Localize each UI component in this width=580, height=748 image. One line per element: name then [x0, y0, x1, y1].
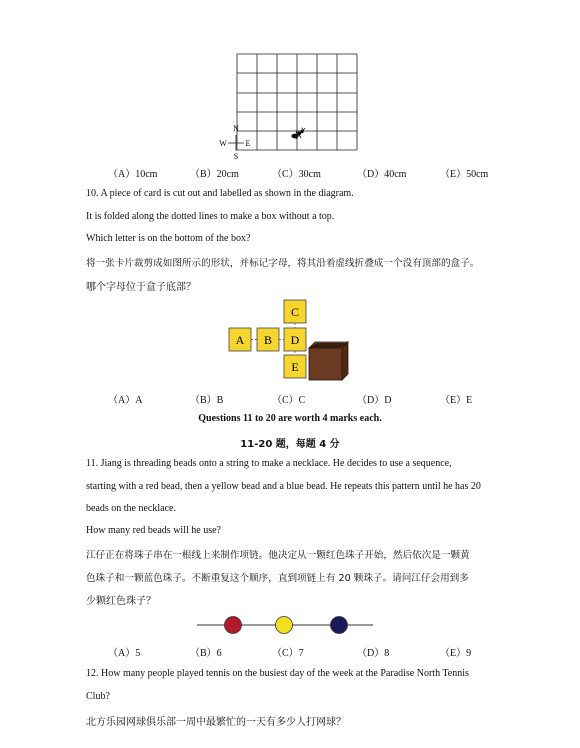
q10-option-a: （A）A — [108, 395, 143, 406]
compass-e: E — [245, 139, 251, 148]
box-net-diagram — [220, 298, 360, 388]
ant-icon — [292, 128, 305, 140]
q9-option-c: （C）30cm — [272, 169, 321, 180]
q11-text-4: How many red beads will he use? — [86, 525, 221, 536]
compass-n: N — [233, 124, 239, 133]
q12-text-2: Club? — [86, 691, 110, 702]
net-label-a: A — [235, 333, 245, 347]
net-label-b: B — [263, 333, 273, 347]
q12-zh-1: 北方乐园网球俱乐部一周中最繁忙的一天有多少人打网球？ — [86, 717, 346, 728]
grid-diagram — [210, 50, 390, 165]
q11-option-e: （E）9 — [440, 648, 472, 659]
bead-red — [225, 617, 242, 634]
bead-yellow — [276, 617, 293, 634]
q9-option-d: （D）40cm — [357, 169, 407, 180]
compass-icon — [219, 124, 250, 161]
q10-text-3: Which letter is on the bottom of the box? — [86, 233, 251, 244]
q11-zh-1: 江仔正在将珠子串在一根线上来制作项链。他决定从一颗红色珠子开始，然后依次是一颗黄 — [86, 550, 470, 561]
q10-option-b: （B）B — [190, 395, 224, 406]
q10-option-c: （C）C — [272, 395, 306, 406]
q10-zh-2: 哪个字母位于盒子底部？ — [86, 282, 196, 293]
q12-text-1: 12. How many people played tennis on the busiest day of the week at the Paradise North Tennis — [86, 668, 469, 679]
net-label-d: D — [290, 333, 300, 347]
q11-zh-2: 色珠子和一颗蓝色珠子。不断重复这个顺序，直到项链上有 20 颗珠子。请问江仔会用到多 — [86, 573, 469, 584]
beads-diagram — [195, 612, 375, 638]
q10-option-d: （D）D — [357, 395, 392, 406]
q11-text-1: 11. Jiang is threading beads onto a string to make a necklace. He decides to use a sequence, — [86, 458, 452, 469]
compass-w: W — [219, 139, 227, 148]
q11-option-d: （D）8 — [357, 648, 390, 659]
compass-s: S — [233, 152, 239, 161]
q9-option-b: （B）20cm — [190, 169, 239, 180]
q10-zh-1: 将一张卡片裁剪成如图所示的形状，并标记字母，将其沿着虚线折叠成一个没有顶部的盒子。 — [86, 258, 480, 269]
net-label-c: C — [290, 305, 300, 319]
q10-text-1: 10. A piece of card is cut out and labelled as shown in the diagram. — [86, 188, 354, 199]
q10-option-e: （E）E — [440, 395, 473, 406]
bead-blue — [331, 617, 348, 634]
q9-option-a: （A）10cm — [108, 169, 158, 180]
q11-text-3: beads on the necklace. — [86, 503, 176, 514]
q11-text-2: starting with a red bead, then a yellow bead and a blue bead. He repeats this pattern until he has 20 — [86, 481, 481, 492]
q11-option-a: （A）5 — [108, 648, 141, 659]
open-box-icon — [309, 342, 348, 380]
q11-option-c: （C）7 — [272, 648, 304, 659]
q9-option-e: （E）50cm — [440, 169, 489, 180]
section-title-zh: 11-20 题，每题 4 分 — [240, 439, 340, 450]
q10-text-2: It is folded along the dotted lines to make a box without a top. — [86, 211, 335, 222]
net-label-e: E — [291, 360, 299, 374]
section-title-en: Questions 11 to 20 are worth 4 marks each. — [198, 413, 382, 424]
q11-zh-3: 少颗红色珠子？ — [86, 596, 156, 607]
q11-option-b: （B）6 — [190, 648, 222, 659]
